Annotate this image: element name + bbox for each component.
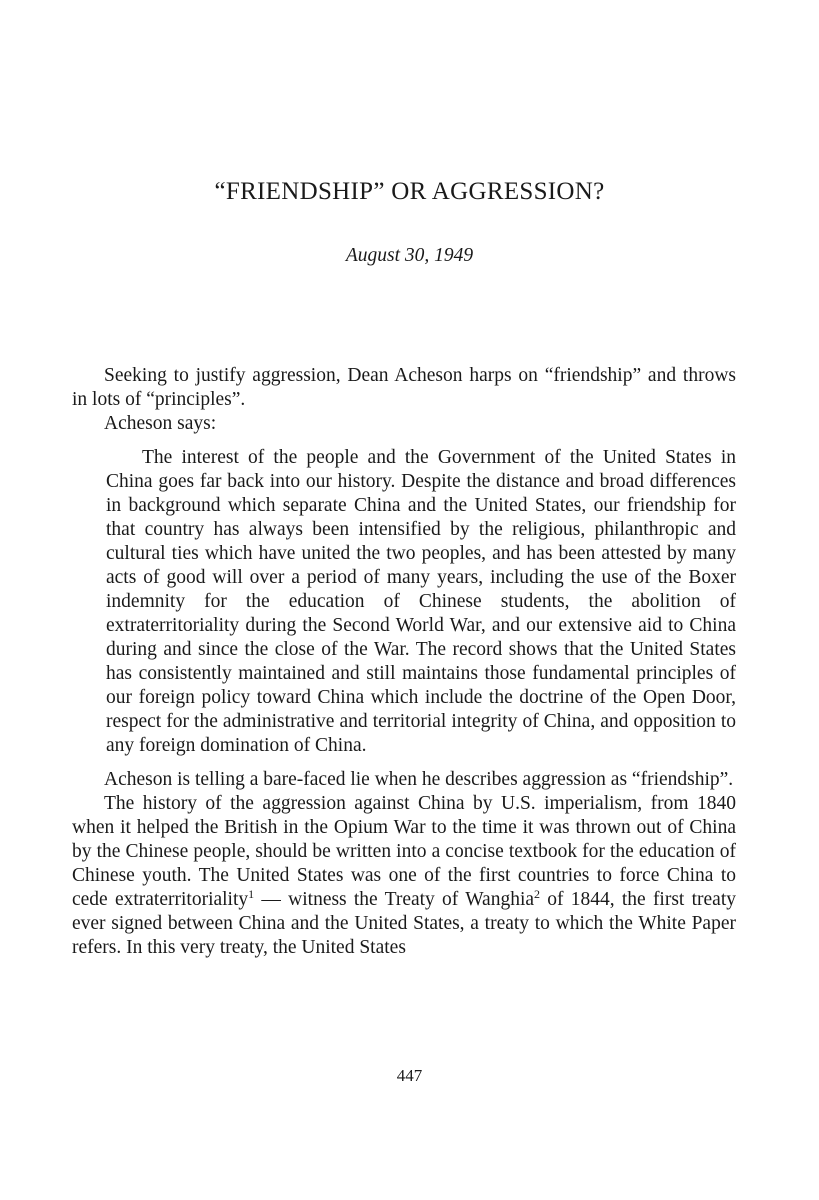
paragraph: Acheson is telling a bare-faced lie when he describes aggression as “friendship”.	[104, 769, 734, 790]
paragraph: Seeking to justify aggression, Dean Acheson harps on “friendship” and throws in lots of “principles”.	[72, 365, 736, 410]
quote-text: The interest of the people and the Government of the United States in China goes far back into our history. Despite the distance and broad differences in background which separate China and the United States, our friendship for that country has always been intensified by the religious, philanthropic and cultural ties which have united the two peoples, and has been attested by many acts of good will over a period of many years, including the use of the Boxer indemnity for the education of Chinese students, the abolition of extraterritoriality during the Second World War, and our extensive aid to China during and since the close of the War. The record shows that the United States has consistently maintained and still maintains those fundamental principles of our foreign policy toward China which include the doctrine of the Open Door, respect for the administrative and territorial integrity of China, and opposition to any foreign domination of China.	[106, 447, 736, 756]
footnote-marker: 1	[248, 887, 255, 901]
paragraph: Acheson says:	[104, 413, 217, 434]
page-number: 447	[396, 1066, 423, 1085]
footnote-marker: 2	[534, 887, 541, 901]
block-quote	[106, 446, 736, 758]
article-body	[72, 364, 736, 960]
article-title: “FRIENDSHIP” OR AGGRESSION?	[214, 178, 605, 205]
paragraph-text: The history of the aggression against China by U.S. imperialism, from 1840 when it helped the British in the Opium War to the time it was thrown out of China by the Chinese people, should be written into a concise textbook for the education of Chinese youth. The United States was one of the first countries to force China to cede extraterritoriality	[72, 793, 736, 910]
paragraph	[72, 792, 736, 960]
article-date: August 30, 1949	[345, 245, 474, 266]
paragraph-text: of 1844, the first treaty ever signed between China and the United States, a treaty to which the White Paper refers. In this very treaty, the United States	[72, 889, 736, 958]
paragraph-text: — witness the Treaty of Wanghia	[254, 889, 535, 910]
